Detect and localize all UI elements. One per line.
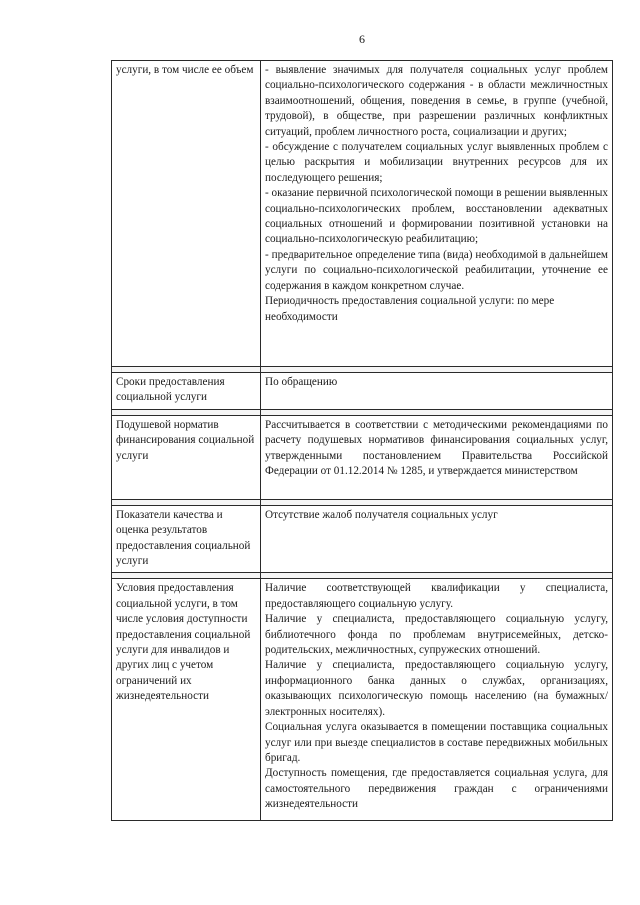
content-paragraph: Наличие соответствующей квалификации у специалиста, предоставляющего социальную услугу. — [265, 582, 608, 610]
content-paragraph: - оказание первичной психологической помощи в решении выявленных социально-психологических проблем, восстановлении адекватных социальных отношений и формировании позитивной установки на социально-психологическую реабилитацию; — [265, 187, 608, 246]
page-number: 6 — [359, 32, 365, 46]
content-paragraph: По обращению — [265, 376, 338, 388]
content-paragraph: Наличие у специалиста, предоставляющего социальную услугу, информационного банка данных о службах, организациях, оказывающих психологическую помощь населению (на бумажных/электронных носителях). — [265, 659, 608, 718]
row-content — [261, 415, 613, 499]
table-row — [112, 505, 613, 573]
table-row — [112, 579, 613, 821]
service-table — [111, 60, 613, 821]
content-paragraph: - выявление значимых для получателя социальных услуг проблем социально-психологического содержания - в области межличностных взаимоотношений, общения, поведения в семье, в группе (учебной, трудовой), в обществе, при разрешении различных конфликтных ситуаций, проблем личностного роста, социализации и других; — [265, 64, 608, 138]
row-label: Подушевой норматив финансирования социальной услуги — [112, 415, 261, 499]
content-paragraph: Доступность помещения, где предоставляется социальная услуга, для самостоятельного передвижения граждан с ограничениями жизнедеятельности — [265, 767, 608, 811]
table-row — [112, 373, 613, 410]
row-label: Условия предоставления социальной услуги, в том числе условия доступности предоставления социальной услуги для инвалидов и других лиц с учетом ограничений их жизнедеятельности — [112, 579, 261, 821]
table-row — [112, 61, 613, 367]
row-content — [261, 373, 613, 410]
table-row — [112, 415, 613, 499]
row-label: Сроки предоставления социальной услуги — [112, 373, 261, 410]
content-paragraph: Отсутствие жалоб получателя социальных услуг — [265, 508, 498, 521]
content-paragraph: Наличие у специалиста, предоставляющего социальную услугу, библиотечного фонда по проблемам внутрисемейных, детско-родительских, межличностных, супружеских отношений. — [265, 613, 608, 657]
content-paragraph: - обсуждение с получателем социальных услуг выявленных проблем с целью раскрытия и мобилизации внутренних ресурсов для их последующего решения; — [265, 141, 608, 184]
content-paragraph: Социальная услуга оказывается в помещении поставщика социальных услуг или при выезде специалистов в составе передвижных мобильных бригад. — [265, 721, 608, 764]
row-label: услуги, в том числе ее объем — [112, 61, 261, 367]
row-content — [261, 61, 613, 367]
content-paragraph: - предварительное определение типа (вида) необходимой в дальнейшем услуги по социально-психологической реабилитации, уточнение ее содержания в каждом конкретном случае. — [265, 248, 608, 292]
content-paragraph: Рассчитывается в соответствии с методическими рекомендациями по расчету подушевых нормативов финансирования социальных услуг, утвержденными постановлением Правительства Российской Федерации от 01.12.2014 № 1285, и утверждается министерством — [265, 418, 608, 478]
row-label: Показатели качества и оценка результатов предоставления социальной услуги — [112, 505, 261, 573]
content-paragraph: Периодичность предоставления социальной услуги: по мере необходимости — [265, 295, 555, 323]
row-content — [261, 505, 613, 573]
row-content — [261, 579, 613, 821]
